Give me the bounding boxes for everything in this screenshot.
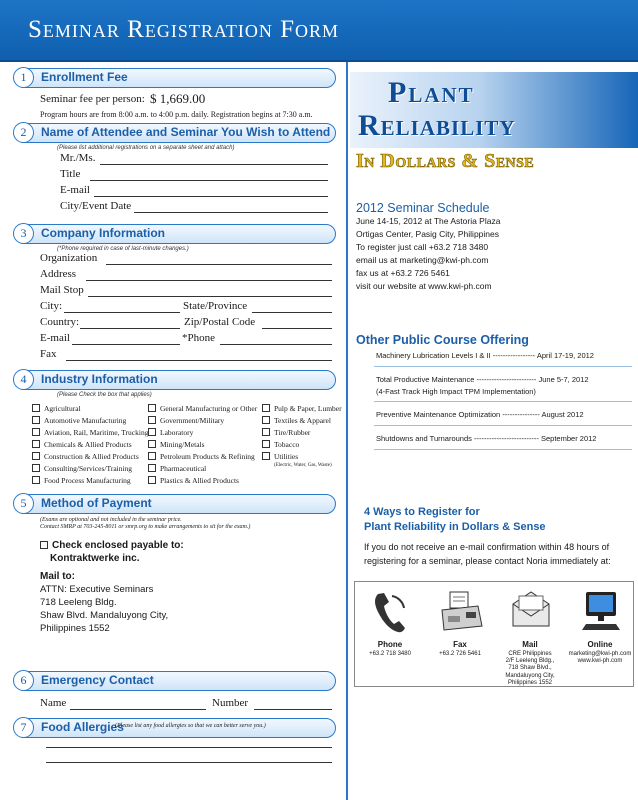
section-title: Company Information xyxy=(41,226,166,240)
address-label: Address xyxy=(40,268,77,280)
section-number: 4 xyxy=(13,369,34,390)
section-industry xyxy=(14,370,336,398)
section-title: Name of Attendee and Seminar You Wish to Attend xyxy=(41,125,331,139)
info-panel xyxy=(350,62,638,800)
divider xyxy=(374,366,632,367)
register-methods xyxy=(354,581,634,687)
registration-form xyxy=(0,62,348,800)
mail-address-line: 718 Shaw Blvd., xyxy=(508,665,552,672)
fax-label: Fax xyxy=(40,348,57,360)
mail-icon xyxy=(510,588,552,632)
way-label: Online xyxy=(587,640,613,649)
title-field[interactable] xyxy=(90,180,328,181)
check-enclosed-checkbox[interactable]: Check enclosed payable to: xyxy=(40,540,184,551)
industry-checkbox[interactable]: Textiles & Apparel xyxy=(262,416,331,425)
industry-checkbox[interactable]: Chemicals & Allied Products xyxy=(32,440,132,449)
schedule-line: email us at marketing@kwi-ph.com xyxy=(356,255,489,265)
allergies-note: (Please list any food allergies so that we can better serve you.) xyxy=(115,723,266,729)
phone-label: *Phone xyxy=(182,332,215,344)
course-item: Shutdowns and Turnarounds -------------------------- September 2012 xyxy=(376,434,597,443)
zip-label: Zip/Postal Code xyxy=(184,316,256,328)
section-number: 2 xyxy=(13,122,34,143)
course-item: (4-Fast Track High Impact TPM Implementation) xyxy=(376,387,536,396)
divider xyxy=(374,425,632,426)
industry-checkbox[interactable]: Construction & Allied Products xyxy=(32,452,139,461)
section-note: (Please Check the box that applies) xyxy=(57,392,152,398)
fax-icon xyxy=(440,588,484,634)
way-label: Fax xyxy=(453,640,467,649)
company-email-field[interactable] xyxy=(72,344,180,345)
mail-address-line: Philippines 1552 xyxy=(507,679,553,686)
industry-checkbox[interactable]: Aviation, Rail, Maritime, Trucking xyxy=(32,428,148,437)
country-field[interactable] xyxy=(80,328,180,329)
organization-field[interactable] xyxy=(106,264,332,265)
way-mail xyxy=(495,582,565,686)
section-title: Emergency Contact xyxy=(41,673,154,687)
way-label: Phone xyxy=(377,640,403,649)
course-item: Preventive Maintenance Optimization --------------- August 2012 xyxy=(376,410,584,419)
mail-address-line: ATTN: Executive Seminars xyxy=(40,584,154,595)
page-header xyxy=(0,0,638,62)
emergency-number-label: Number xyxy=(212,697,249,709)
way-fax xyxy=(425,582,495,686)
logo-plant: Plant xyxy=(388,76,475,109)
mail-address-line: CRE Philippines xyxy=(508,651,552,657)
mail-address-line: Mandaluyong City, xyxy=(505,672,555,679)
schedule-line: visit our website at www.kwi-ph.com xyxy=(356,281,492,291)
state-field[interactable] xyxy=(252,312,332,313)
section-number: 7 xyxy=(13,717,34,738)
schedule-line: To register just call +63.2 718 3480 xyxy=(356,242,489,252)
industry-checkbox[interactable]: General Manufacturing or Other xyxy=(148,404,257,413)
way-detail: +63.2 726 5461 xyxy=(439,651,481,657)
section-number: 1 xyxy=(13,67,34,88)
industry-checkbox[interactable]: Agricultural xyxy=(32,404,81,413)
email-field[interactable] xyxy=(94,196,328,197)
phone-field[interactable] xyxy=(220,344,332,345)
mailstop-label: Mail Stop xyxy=(40,284,84,296)
industry-checkbox[interactable]: Plastics & Allied Products xyxy=(148,476,239,485)
industry-checkbox[interactable]: Tire/Rubber xyxy=(262,428,310,437)
way-detail xyxy=(565,651,635,665)
ways-title: 4 Ways to Register for xyxy=(364,506,480,518)
organization-label: Organization xyxy=(40,252,98,264)
computer-icon xyxy=(580,588,622,634)
emergency-number-field[interactable] xyxy=(254,709,332,710)
section-number: 6 xyxy=(13,670,34,691)
emergency-name-field[interactable] xyxy=(70,709,206,710)
mr-ms-label: Mr./Ms. xyxy=(60,152,96,164)
industry-checkbox[interactable]: Mining/Metals xyxy=(148,440,205,449)
section-note: (Please list additional registrations on a separate sheet and attach) xyxy=(57,145,235,151)
industry-checkbox[interactable]: Petroleum Products & Refining xyxy=(148,452,255,461)
way-detail: +63.2 718 3480 xyxy=(369,651,411,657)
company-email-label: E-mail xyxy=(40,332,70,344)
exam-note: (Exams are optional and not included in the seminar price. xyxy=(40,517,182,523)
ways-intro: registering for a seminar, please contact Noria immediately at: xyxy=(364,556,611,566)
section-emergency xyxy=(14,671,336,691)
schedule-line: Ortigas Center, Pasig City, Philippines xyxy=(356,229,499,239)
industry-checkbox[interactable]: Utilities xyxy=(262,452,298,461)
city-field[interactable] xyxy=(64,312,180,313)
program-hours: Program hours are from 8:00 a.m. to 4:00 p.m. daily. Registration begins at 7:30 a.m. xyxy=(40,110,313,119)
course-item: Total Productive Maintenance ------------------------ June 5-7, 2012 xyxy=(376,375,589,384)
mr-ms-field[interactable] xyxy=(100,164,328,165)
event-date-field[interactable] xyxy=(134,212,328,213)
course-item: Machinery Lubrication Levels I & II ----------------- April 17-19, 2012 xyxy=(376,351,594,360)
section-title: Enrollment Fee xyxy=(41,70,128,84)
allergies-field[interactable] xyxy=(46,762,332,763)
mail-address-line: 2/F Leeleng Bldg., xyxy=(505,658,555,665)
divider xyxy=(374,401,632,402)
schedule-line: fax us at +63.2 726 5461 xyxy=(356,268,450,278)
payee-name: Kontraktwerke inc. xyxy=(50,553,140,564)
way-online xyxy=(565,582,635,686)
email-label: E-mail xyxy=(60,184,90,196)
form-title: Seminar Registration Form xyxy=(28,16,339,43)
section-number: 3 xyxy=(13,223,34,244)
way-phone xyxy=(355,582,425,686)
section-company xyxy=(14,224,336,252)
industry-checkbox[interactable]: Laboratory xyxy=(148,428,193,437)
ways-intro: If you do not receive an e-mail confirmation within 48 hours of xyxy=(364,542,610,552)
section-enrollment-fee xyxy=(14,68,336,88)
section-title: Industry Information xyxy=(41,372,158,386)
logo-dollars-sense: In Dollars & Sense xyxy=(356,150,535,172)
emergency-name-label: Name xyxy=(40,697,67,709)
zip-field[interactable] xyxy=(262,328,332,329)
fee-value: $ 1,669.00 xyxy=(150,91,206,106)
industry-checkbox[interactable]: Consulting/Services/Training xyxy=(32,464,132,473)
ways-title: Plant Reliability in Dollars & Sense xyxy=(364,521,546,533)
section-title: Method of Payment xyxy=(41,496,152,510)
mail-address-line: Shaw Blvd. Mandaluyong City, xyxy=(40,610,169,621)
online-email[interactable]: marketing@kwi-ph.com xyxy=(568,651,632,657)
fee-label: Seminar fee per person: xyxy=(40,93,145,105)
utilities-note: (Electric, Water, Gas, Waste) xyxy=(274,463,332,468)
mail-address-line: Philippines 1552 xyxy=(40,623,110,634)
way-detail xyxy=(495,651,565,687)
city-label: City: xyxy=(40,300,63,312)
section-number: 5 xyxy=(13,493,34,514)
section-allergies xyxy=(14,718,336,738)
mailstop-field[interactable] xyxy=(88,296,332,297)
industry-checkbox[interactable]: Pharmaceutical xyxy=(148,464,206,473)
industry-checkbox[interactable]: Automotive Manufacturing xyxy=(32,416,126,425)
schedule-line: June 14-15, 2012 at The Astoria Plaza xyxy=(356,216,501,226)
address-field[interactable] xyxy=(86,280,332,281)
online-website[interactable]: www.kwi-ph.com xyxy=(577,658,623,665)
logo-reliability: Reliability xyxy=(358,109,516,142)
industry-checkbox[interactable]: Tobacco xyxy=(262,440,299,449)
event-date-label: City/Event Date xyxy=(60,200,132,212)
country-label: Country: xyxy=(40,316,80,328)
section-title: Food Allergies xyxy=(41,720,124,734)
exam-note-contact: Contact SMRP at 703-245-8011 or smrp.org to make arrangements to sit for the exam.) xyxy=(40,524,251,530)
way-label: Mail xyxy=(522,640,538,649)
industry-checkbox[interactable]: Pulp & Paper, Lumber xyxy=(262,404,342,413)
divider xyxy=(374,449,632,450)
mail-to-label: Mail to: xyxy=(40,571,75,582)
section-payment xyxy=(14,494,336,514)
section-note: (*Phone required in case of last-minute changes.) xyxy=(57,246,189,252)
courses-title: Other Public Course Offering xyxy=(356,333,529,347)
fax-field[interactable] xyxy=(66,360,332,361)
industry-checkbox[interactable]: Food Process Manufacturing xyxy=(32,476,131,485)
title-label: Title xyxy=(60,168,81,180)
phone-icon xyxy=(370,588,410,636)
industry-checkbox[interactable]: Government/Military xyxy=(148,416,224,425)
section-attendee xyxy=(14,123,336,151)
allergies-field[interactable] xyxy=(46,747,332,748)
schedule-title: 2012 Seminar Schedule xyxy=(356,201,490,215)
mail-address-line: 718 Leeleng Bldg. xyxy=(40,597,117,608)
state-label: State/Province xyxy=(183,300,248,312)
